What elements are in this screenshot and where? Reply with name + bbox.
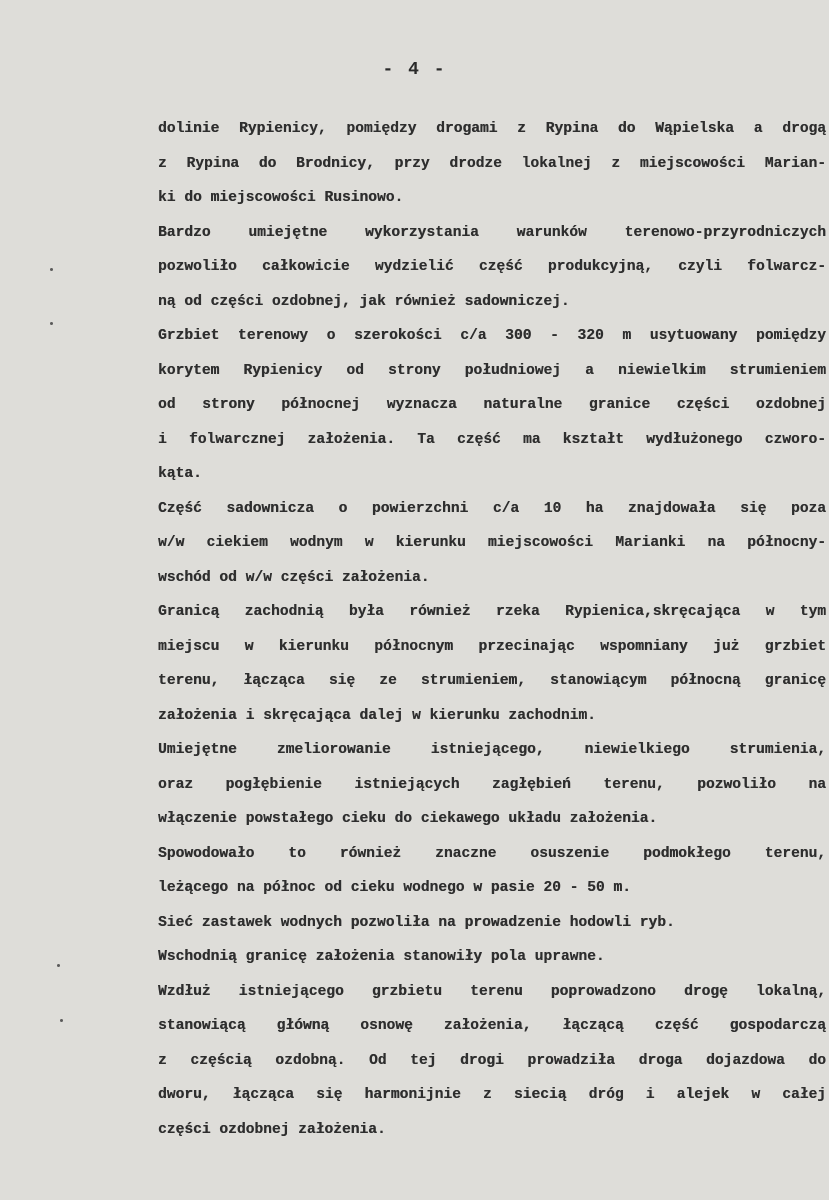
text-line: miejscu w kierunku północnym przecinając wspomniany już grzbiet xyxy=(158,638,826,655)
text-line: dolinie Rypienicy, pomiędzy drogami z Rypina do Wąpielska a drogą xyxy=(158,121,826,137)
text-line: korytem Rypienicy od strony południowej a niewielkim strumieniem xyxy=(158,362,826,379)
margin-mark xyxy=(60,1019,63,1022)
page-number: - 4 - xyxy=(382,60,447,80)
text-line: wschód od w/w części założenia. xyxy=(158,569,430,586)
text-line: kąta. xyxy=(158,466,202,482)
text-line: w/w ciekiem wodnym w kierunku miejscowości Marianki na północny- xyxy=(158,535,826,551)
text-line: od strony północnej wyznacza naturalne granice części ozdobnej xyxy=(158,397,826,413)
text-line: ki do miejscowości Rusinowo. xyxy=(158,190,404,206)
margin-mark xyxy=(57,964,60,967)
text-line: stanowiącą główną osnowę założenia, łączącą część gospodarczą xyxy=(158,1018,826,1034)
text-line: leżącego na północ od cieku wodnego w pasie 20 - 50 m. xyxy=(158,880,631,896)
margin-mark xyxy=(50,322,53,325)
text-line: Granicą zachodnią była również rzeka Rypienica,skręcająca w tym xyxy=(158,604,826,620)
text-line: z częścią ozdobną. Od tej drogi prowadziła droga dojazdowa do xyxy=(158,1052,826,1069)
margin-mark xyxy=(50,268,53,271)
text-line: Spowodowało to również znaczne osuszenie podmokłego terenu, xyxy=(158,845,826,862)
text-line: Wschodnią granicę założenia stanowiły pola uprawne. xyxy=(158,949,605,965)
text-line: terenu, łącząca się ze strumieniem, stanowiącym północną granicę xyxy=(158,673,826,689)
text-line: z Rypina do Brodnicy, przy drodze lokalnej z miejscowości Marian- xyxy=(158,155,826,172)
text-line: włączenie powstałego cieku do ciekawego układu założenia. xyxy=(158,811,658,827)
text-line: dworu, łącząca się harmonijnie z siecią dróg i alejek w całej xyxy=(158,1087,826,1103)
text-line: i folwarcznej założenia. Ta część ma kształt wydłużonego czworo- xyxy=(158,431,826,448)
text-line: pozwoliło całkowicie wydzielić część produkcyjną, czyli folwarcz- xyxy=(158,259,826,275)
text-line: ną od części ozdobnej, jak również sadowniczej. xyxy=(158,293,570,310)
text-line: założenia i skręcająca dalej w kierunku zachodnim. xyxy=(158,707,596,724)
text-line: części ozdobnej założenia. xyxy=(158,1121,386,1138)
text-line: Część sadownicza o powierzchni c/a 10 ha znajdowała się poza xyxy=(158,500,826,517)
text-line: Bardzo umiejętne wykorzystania warunków terenowo-przyrodniczych xyxy=(158,224,826,241)
text-line: Sieć zastawek wodnych pozwoliła na prowadzenie hodowli ryb. xyxy=(158,914,675,931)
text-line: Umiejętne zmeliorowanie istniejącego, niewielkiego strumienia, xyxy=(158,742,826,758)
text-line: oraz pogłębienie istniejących zagłębień terenu, pozwoliło na xyxy=(158,776,826,793)
body-text xyxy=(158,112,826,1147)
text-line: Grzbiet terenowy o szerokości c/a 300 - 320 m usytuowany pomiędzy xyxy=(158,328,826,344)
text-line: Wzdłuż istniejącego grzbietu terenu poprowadzono drogę lokalną, xyxy=(158,983,826,1000)
